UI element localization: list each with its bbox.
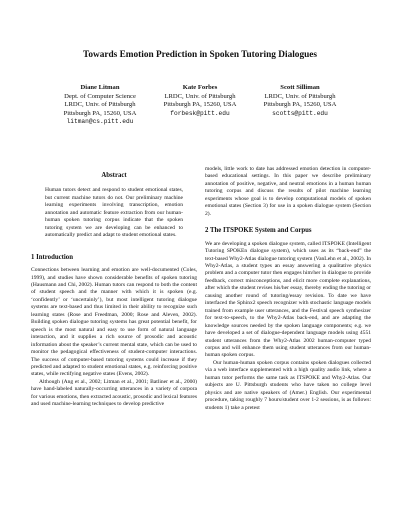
abstract-text: Human tutors detect and respond to student emotional states, but current machine tutors do not. Our preliminary machine learning experiments involving transcription, emotion annotation and automatic feature extraction from our human-human spoken tutoring corpus indicate that the spoken tutoring system we are developing can be enhanced to automatically predict and adapt to student emotional states. bbox=[45, 187, 183, 239]
author-address: Pittsburgh PA, 15260, USA bbox=[63, 109, 137, 117]
author-name: Diane Litman bbox=[80, 84, 120, 91]
intro-continuation: models, little work to date has addressed emotion detection in computer-based educational settings. In this paper we describe preliminary annotation of positive, negative, and neutral emotions in a human human tutoring corpus and discuss the results of pilot machine learning experiments whose goal is to develop computational models of spoken emotional states (Section 3) for use in a spoken dialogue system (Section 2). bbox=[205, 166, 371, 217]
section2-paragraph: Our human-human spoken corpus contains spoken dialogues collected via a web interface supplemented with a high quality audio link, where a human tutor performs the same task as ITSPOKE and Why2-Atlas. Our subjects are U. Pittsburgh students who have taken no college level physics and are native speakers of (Amer.) English. Our experimental procedure, taking roughly 7 hours/student over 1-2 sessions, is as follows: students 1) take a pretest bbox=[205, 359, 371, 411]
author-affiliation: LRDC, Univ. of Pittsburgh bbox=[164, 92, 236, 100]
author-email: scotts@pitt.edu bbox=[272, 109, 328, 117]
author-address: Pittsburgh PA, 15260, USA bbox=[163, 101, 237, 109]
section2-paragraph: We are developing a spoken dialogue system, called ITSPOKE (Intelligent Tutoring SPOKEn dialogue system), which uses as its “back-end” the text-based Why2-Atlas dialogue tutoring system (VanLehn et al., 2002). In Why2-Atlas, a student types an essay answering a qualitative physics problem and a computer tutor then engages him/her in dialogue to provide feedback, correct misconceptions, and elicit more complete explanations, after which the student revises his/her essay, thereby ending the tutoring or causing another round of tutoring/essay revision. To date we have interfaced the Sphinx2 speech recognizer with stochastic language models trained from example user utterances, and the Festival speech synthesizer for text-to-speech, to the Why2-Atlas back-end, and are adapting the knowledge sources needed by the spoken language components; e.g. we have developed a set of dialogue-dependent language models using 4551 student utterances from the Why2-Atlas 2002 human-computer typed corpus and will enhance them using student utterances from our human-human spoken corpus. bbox=[205, 240, 372, 359]
paper-title: Towards Emotion Prediction in Spoken Tutoring Dialogues bbox=[82, 50, 318, 60]
author-affiliation: LRDC, Univ. of Pittsburgh bbox=[264, 92, 336, 100]
author-affiliation: Dept. of Computer Science bbox=[64, 92, 136, 100]
intro-paragraph: Although (Ang et al., 2002; Litman et al., 2001; Batliner et al., 2000) have hand-labeled naturally-occurring utterances in a variety of corpora for various emotions, then extracted acoustic, prosodic and lexical features and used machine-learning techniques to develop predictive bbox=[31, 378, 197, 408]
author-email: forbesk@pitt.edu bbox=[170, 109, 230, 117]
author-block-3 bbox=[240, 84, 360, 118]
section-heading-introduction: 1 Introduction bbox=[31, 253, 73, 261]
author-affiliation: LRDC, Univ. of Pittsburgh bbox=[64, 101, 136, 109]
section-heading-itspoke: 2 The ITSPOKE System and Corpus bbox=[205, 227, 312, 235]
right-column bbox=[205, 166, 371, 412]
abstract-heading: Abstract bbox=[101, 172, 127, 179]
author-name: Scott Silliman bbox=[280, 84, 320, 91]
author-name: Kate Forbes bbox=[182, 84, 218, 91]
author-address: Pittsburgh PA, 15260, USA bbox=[263, 101, 337, 109]
author-email: litman@cs.pitt.edu bbox=[66, 118, 134, 126]
intro-paragraph: Connections between learning and emotion are well-documented (Coles, 1999), and studies have shown considerable benefits of spoken tutoring (Hausmann and Chi, 2002). Human tutors can respond to both the content of student speech and the manner with which it is spoken (e.g. ‘confidently’ or ‘uncertainly’), but most intelligent tutoring dialogue systems are text-based and thus limited in their ability to recognize such learning states (Rose and Freedman, 2000; Rose and Aleven, 2002). Building spoken dialogue tutoring systems has great potential benefit, for speech is the most natural and easy to use form of natural language interaction, and it supplies a rich source of prosodic and acoustic information about the speaker’s current mental state, which can be used to monitor the pedagogical effectiveness of student-computer interactions. The success of computer-based tutoring systems could increase if they predicted and adapted to student emotional states, e.g. reinforcing positive states, while rectifying negative states (Evens, 2002). bbox=[31, 267, 197, 378]
left-column bbox=[31, 166, 197, 409]
